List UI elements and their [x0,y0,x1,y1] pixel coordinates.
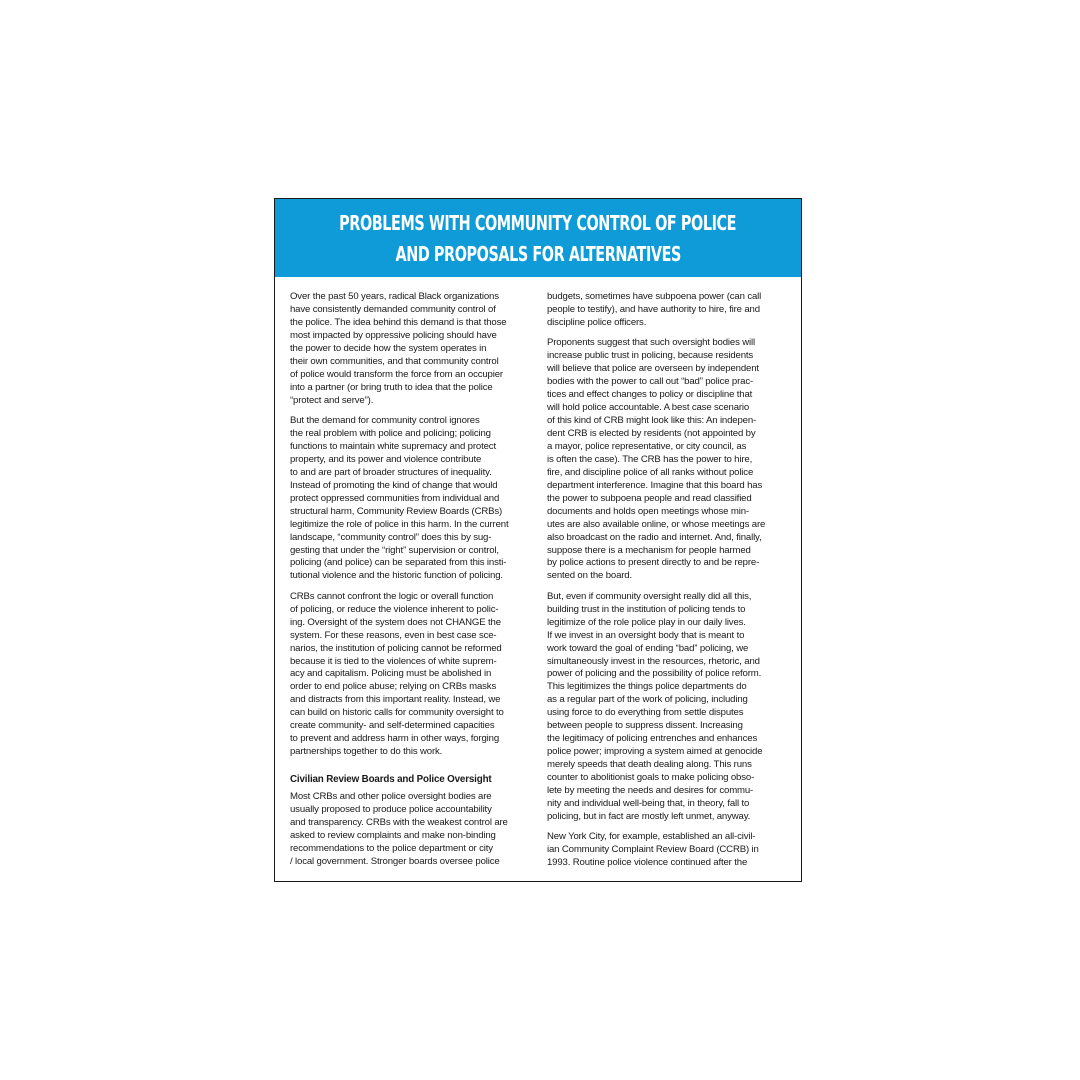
text-line: asked to review complaints and make non-binding [290,830,496,841]
text-line: Instead of promoting the kind of change that would [290,479,498,491]
text-line: But, even if community oversight really did all this, [547,590,752,602]
text-line: fire, and discipline police of all ranks without police [547,466,754,478]
paragraph [290,591,531,759]
text-line: into a partner (or bring truth to idea that the police [290,381,493,393]
text-line: and distracts from this important reality. Instead, we [290,694,501,706]
text-line: policing, but in fact are mostly left unmet, anyway. [547,810,751,822]
text-line: will hold police accountable. A best case scenario [547,402,750,414]
text-line: increase public trust in policing, because residents [547,350,754,362]
text-line: But the demand for community control ignores [290,414,480,426]
text-line: suppose there is a mechanism for people harmed [547,544,751,556]
text-line: sented on the board. [547,570,633,582]
section-heading: Civilian Review Boards and Police Oversight [290,774,492,786]
text-line: dent CRB is elected by residents (not appointed by [547,427,756,439]
text-line: ian Community Complaint Review Board (CCRB) in [547,844,759,856]
paragraph [547,591,788,824]
text-line: have consistently demanded community control of [290,303,496,315]
text-line: the power to decide how the system operates in [290,342,487,354]
paragraph [547,337,788,583]
text-line: structural harm, Community Review Boards (CRBs) [290,505,503,517]
text-line: to and are part of broader structures of inequality. [290,466,492,478]
text-line: Proponents suggest that such oversight bodies will [547,337,755,349]
text-line: “protect and serve”). [290,394,374,406]
text-line: using force to do everything from settle disputes [547,707,744,719]
text-line: because it is tied to the violences of white suprem- [290,655,497,667]
text-line: the police. The idea behind this demand is that those [290,316,507,328]
body-columns [290,291,788,878]
text-line: of policing, or reduce the violence inherent to polic- [290,603,499,615]
text-line: the power to subpoena people and read classified [547,492,752,504]
text-line: of this kind of CRB might look like this: An indepen- [547,414,757,426]
text-line: the legitimacy of policing entrenches and enhances [547,733,758,745]
text-line: the real problem with police and policing; policing [290,427,491,439]
text-line: system. For these reasons, even in best case sce- [290,629,497,641]
text-line: and transparency. CRBs with the weakest control are [290,817,508,829]
text-line: policing (and police) can be separated from this insti- [290,557,507,569]
paragraph [547,831,788,870]
text-line: landscape, “community control” does this by sug- [290,531,492,543]
text-line: ing. Oversight of the system does not CHANGE the [290,616,501,628]
text-line: budgets, sometimes have subpoena power (can call [547,291,762,302]
title-banner [275,199,801,277]
text-line: order to end police abuse; relying on CRBs masks [290,681,497,693]
text-line: Most CRBs and other police oversight bodies are [290,791,492,803]
text-line: documents and holds open meetings whose min- [547,505,749,517]
text-line: work toward the goal of ending “bad” policing, we [547,642,749,654]
text-line: protect oppressed communities from individual and [290,492,500,504]
text-line: will believe that police are overseen by independent [547,363,759,375]
text-line: recommendations to the police department or city [290,842,493,854]
text-line: legitimize the role of police in this harm. In the current [290,518,509,530]
text-line: 1993. Routine police violence continued after the [547,857,748,869]
text-line: nity and individual well-being that, in theory, fall to [547,798,750,809]
text-line: usually proposed to produce police accountability [290,804,492,816]
document-page [274,198,802,882]
text-line: police power; improving a system aimed at genocide [547,746,763,758]
text-line: This legitimizes the things police departments do [547,681,747,693]
text-line: their own communities, and that community control [290,355,499,367]
text-line: also broadcast on the radio and internet. And, finally, [547,531,762,543]
text-line: department interference. Imagine that this board has [547,479,763,491]
text-line: functions to maintain white supremacy and protect [290,440,496,452]
paragraph [290,415,531,583]
paragraph [290,791,531,869]
text-line: power of policing and the possibility of police reform. [547,668,762,680]
text-line: legitimize of the role police play in our daily lives. [547,616,746,628]
text-line: CRBs cannot confront the logic or overall function [290,590,494,602]
text-line: acy and capitalism. Policing must be abolished in [290,668,492,680]
right-column [547,291,788,878]
text-line: people to testify), and have authority to hire, fire and [547,303,760,315]
text-line: gesting that under the “right” supervision or control, [290,544,499,556]
text-line: utes are also available online, or whose meetings are [547,518,766,530]
text-line: property, and its power and violence contribute [290,453,482,465]
title-line-1: PROBLEMS WITH COMMUNITY CONTROL OF POLICE [339,211,737,235]
text-line: New York City, for example, established an all-civil- [547,831,756,843]
text-line: tices and effect changes to policy or discipline that [547,389,753,401]
text-line: narios, the institution of policing cannot be reformed [290,642,502,654]
text-line: merely speeds that death dealing along. This runs [547,759,752,771]
text-line: If we invest in an oversight body that is meant to [547,629,745,641]
text-line: tutional violence and the historic function of policing. [290,570,503,582]
paragraph [290,291,531,408]
text-line: create community- and self-determined capacities [290,720,495,732]
paragraph [547,291,788,330]
text-line: is often the case). The CRB has the power to hire, [547,453,753,465]
left-column [290,291,531,878]
text-line: between people to suppress dissent. Increasing [547,720,743,732]
text-line: simultaneously invest in the resources, rhetoric, and [547,655,760,667]
text-line: / local government. Stronger boards oversee police [290,855,500,867]
text-line: most impacted by oppressive policing should have [290,329,497,341]
text-line: to prevent and address harm in other ways, forging [290,733,500,745]
text-line: a mayor, police representative, or city council, as [547,440,747,452]
text-line: as a regular part of the work of policing, including [547,694,748,706]
text-line: of police would transform the force from an occupier [290,368,503,380]
text-line: counter to abolitionist goals to make policing obso- [547,772,755,784]
text-line: discipline police officers. [547,316,647,328]
text-line: can build on historic calls for community oversight to [290,707,504,719]
text-line: by police actions to present directly to and be repre- [547,557,760,569]
text-line: building trust in the institution of policing tends to [547,603,746,615]
text-line: Over the past 50 years, radical Black organizations [290,291,499,302]
text-line: lete by meeting the needs and desires for commu- [547,785,754,797]
text-line: bodies with the power to call out “bad” police prac- [547,376,754,388]
text-line: partnerships together to do this work. [290,746,443,758]
title-line-2: AND PROPOSALS FOR ALTERNATIVES [395,242,681,266]
